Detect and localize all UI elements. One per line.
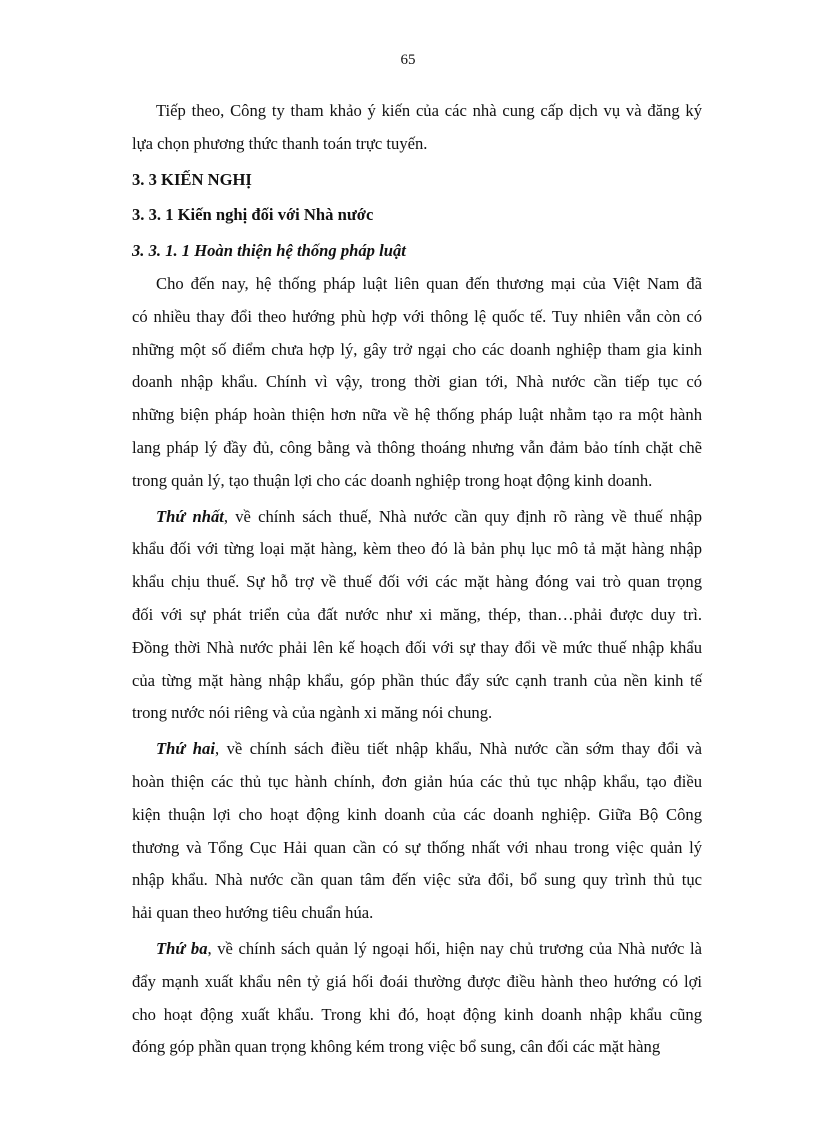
text-line: đối với sự phát triển của đất nước như xi măng, thép, than…phải được duy trì. [132, 604, 702, 624]
paragraph-lead: Thứ hai [156, 739, 215, 759]
text-line: có nhiều thay đổi theo hướng phù hợp với thông lệ quốc tế. Tuy nhiên vẫn còn có [132, 306, 702, 326]
text-line: khẩu chịu thuế. Sự hỗ trợ về thuế đối với các mặt hàng đóng vai trò quan trọng [132, 572, 702, 592]
text-line: những biện pháp hoàn thiện hơn nữa về hệ thống pháp luật nhằm tạo ra một hành [132, 405, 702, 425]
text-fragment: , về chính sách thuế, Nhà nước cần quy định rõ ràng về thuế nhập [223, 506, 702, 526]
text-fragment: , về chính sách quản lý ngoại hối, hiện nay chủ trương của Nhà nước là [207, 938, 702, 958]
text-line: Đồng thời Nhà nước phải lên kế hoạch đối với sự thay đổi về mức thuế nhập khẩu [132, 637, 702, 657]
paragraph-lead: Thứ nhất [156, 506, 224, 526]
text-line: nhập khẩu. Nhà nước cần quan tâm đến việc sửa đổi, bổ sung quy trình thủ tục [132, 870, 702, 890]
text-line: trong nước nói riêng và của ngành xi măng nói chung. [132, 703, 493, 723]
text-line: hoàn thiện các thủ tục hành chính, đơn giản húa các thủ tục nhập khẩu, tạo điều [132, 771, 702, 791]
text-line: kiện thuận lợi cho hoạt động kinh doanh của các doanh nghiệp. Giữa Bộ Công [132, 804, 702, 824]
paragraph-legal-system [132, 268, 702, 498]
text-line: lựa chọn phương thức thanh toán trực tuyến. [132, 133, 428, 153]
page-number: 65 [400, 52, 416, 68]
text-line: Cho đến nay, hệ thống pháp luật liên quan đến thương mại của Việt Nam đã [156, 273, 702, 293]
text-line: cho hoạt động xuất khẩu. Trong khi đó, hoạt động kinh doanh nhập khẩu cũng [132, 1004, 702, 1024]
section-heading: 3. 3 KIẾN NGHỊ [132, 169, 252, 189]
text-line: đẩy mạnh xuất khẩu nên tỷ giá hối đoái thường được điều hành theo hướng có lợi [132, 971, 702, 991]
text-line [132, 933, 702, 966]
paragraph-import-regulation [132, 733, 702, 930]
text-line: hải quan theo hướng tiêu chuẩn húa. [132, 903, 374, 923]
text-line: thương và Tổng Cục Hải quan cần có sự thống nhất với nhau trong việc quản lý [132, 837, 702, 857]
subsubsection-heading: 3. 3. 1. 1 Hoàn thiện hệ thống pháp luật [132, 241, 406, 261]
text-line: khẩu đối với từng loại mặt hàng, kèm theo đó là bản phụ lục mô tả mặt hàng nhập [132, 539, 702, 559]
intro-paragraph [132, 95, 702, 161]
text-line: trong quản lý, tạo thuận lợi cho các doanh nghiệp trong hoạt động kinh doanh. [132, 470, 653, 490]
paragraph-lead: Thứ ba [156, 938, 208, 958]
paragraph-tax-policy [132, 501, 702, 731]
text-line: lang pháp lý đầy đủ, công bằng và thông thoáng nhưng vẫn đảm bảo tính chặt chẽ [132, 437, 702, 457]
paragraph-forex-policy [132, 933, 702, 1064]
subsection-heading: 3. 3. 1 Kiến nghị đối với Nhà nước [132, 205, 374, 225]
text-line: của từng mặt hàng nhập khẩu, góp phần thúc đẩy sức cạnh tranh của nền kinh tế [132, 670, 702, 690]
text-line: doanh nhập khẩu. Chính vì vậy, trong thời gian tới, Nhà nước cần tiếp tục có [132, 372, 702, 392]
text-line: Tiếp theo, Công ty tham khảo ý kiến của các nhà cung cấp dịch vụ và đăng ký [156, 101, 702, 120]
text-line: đóng góp phần quan trọng không kém trong việc bổ sung, cân đối các mặt hàng [132, 1037, 661, 1057]
page-content [132, 95, 702, 1064]
text-line: những một số điểm chưa hợp lý, gây trở ngại cho các doanh nghiệp tham gia kinh [132, 339, 702, 359]
text-fragment: , về chính sách điều tiết nhập khẩu, Nhà nước cần sớm thay đổi và [214, 739, 703, 759]
text-line [132, 501, 702, 534]
text-line [132, 733, 702, 766]
